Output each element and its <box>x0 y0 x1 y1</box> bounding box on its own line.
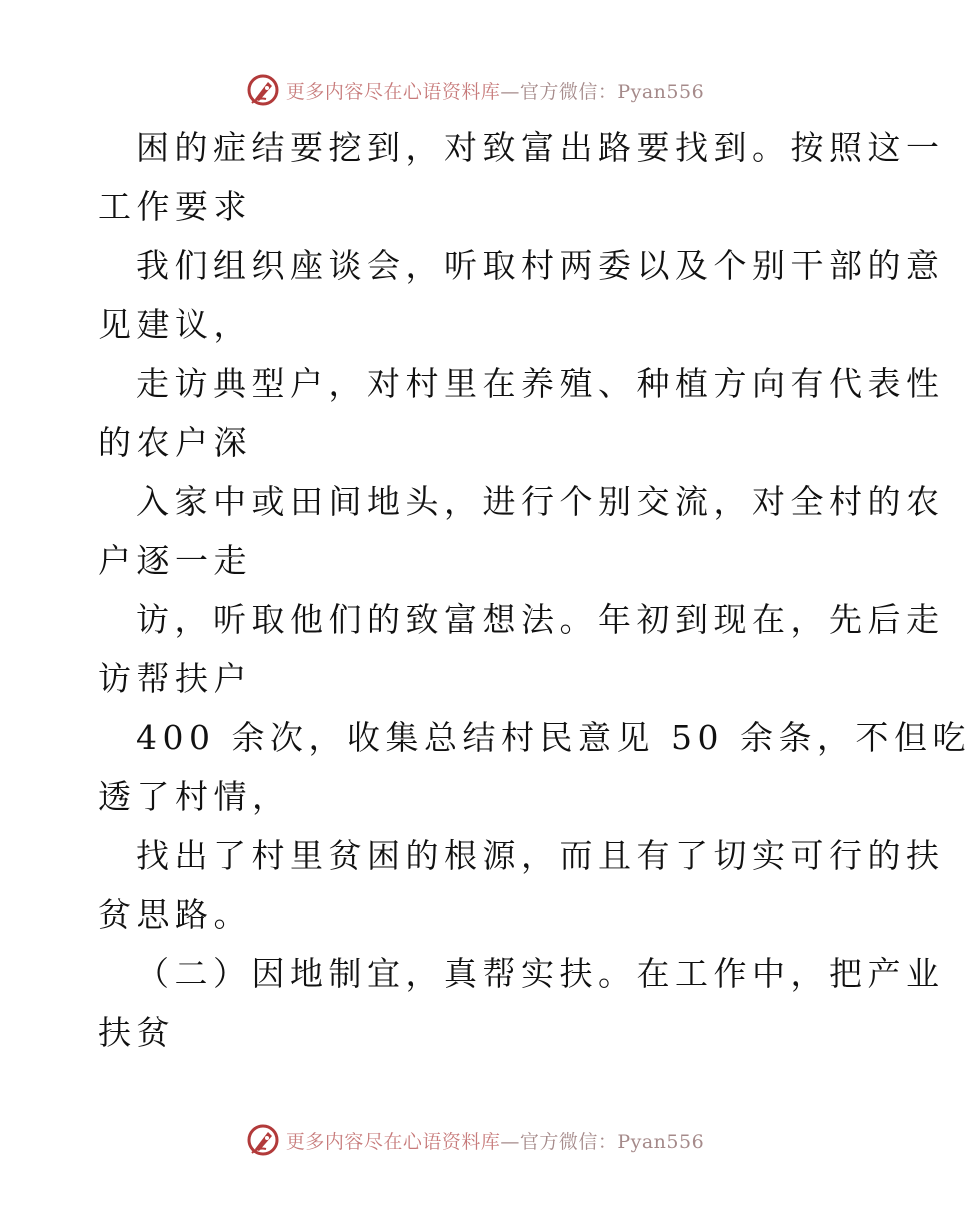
text-line: 走访典型户，对村里在养殖、种植方向有代表性 <box>136 364 945 403</box>
header-brand-text <box>286 77 704 104</box>
document-body <box>98 118 971 1062</box>
text-line: 入家中或田间地头，进行个别交流，对全村的农 <box>136 482 945 521</box>
text-line: 访帮扶户 <box>98 659 252 698</box>
pen-nib-logo-icon <box>246 1123 280 1157</box>
text-line: 贫思路。 <box>98 895 252 934</box>
header-brand-name: 更多内容尽在心语资料库 <box>285 80 501 103</box>
header-wechat-id: 官方微信：Pyan556 <box>519 80 705 103</box>
header-watermark <box>0 70 950 110</box>
text-line: 找出了村里贫困的根源，而且有了切实可行的扶 <box>136 836 945 875</box>
text-line: 扶贫 <box>98 1013 175 1052</box>
text-line: 400 余次，收集总结村民意见 50 余条，不但吃 <box>136 718 971 757</box>
text-line: 见建议， <box>98 305 252 344</box>
footer-wechat-id: 官方微信：Pyan556 <box>519 1130 705 1153</box>
text-line: 访，听取他们的致富想法。年初到现在，先后走 <box>136 600 945 639</box>
text-line: （二）因地制宜，真帮实扶。在工作中，把产业 <box>136 954 945 993</box>
pen-nib-logo-icon <box>246 73 280 107</box>
footer-watermark <box>0 1120 950 1160</box>
text-line: 的农户深 <box>98 423 252 462</box>
header-separator: — <box>500 80 520 103</box>
text-line: 困的症结要挖到，对致富出路要找到。按照这一 <box>136 128 945 167</box>
text-line: 户逐一走 <box>98 541 252 580</box>
footer-separator: — <box>500 1130 520 1153</box>
footer-brand-name: 更多内容尽在心语资料库 <box>285 1130 501 1153</box>
text-line: 透了村情， <box>98 777 291 816</box>
text-line: 工作要求 <box>98 187 252 226</box>
text-line: 我们组织座谈会，听取村两委以及个别干部的意 <box>136 246 945 285</box>
footer-brand-text <box>286 1127 704 1154</box>
